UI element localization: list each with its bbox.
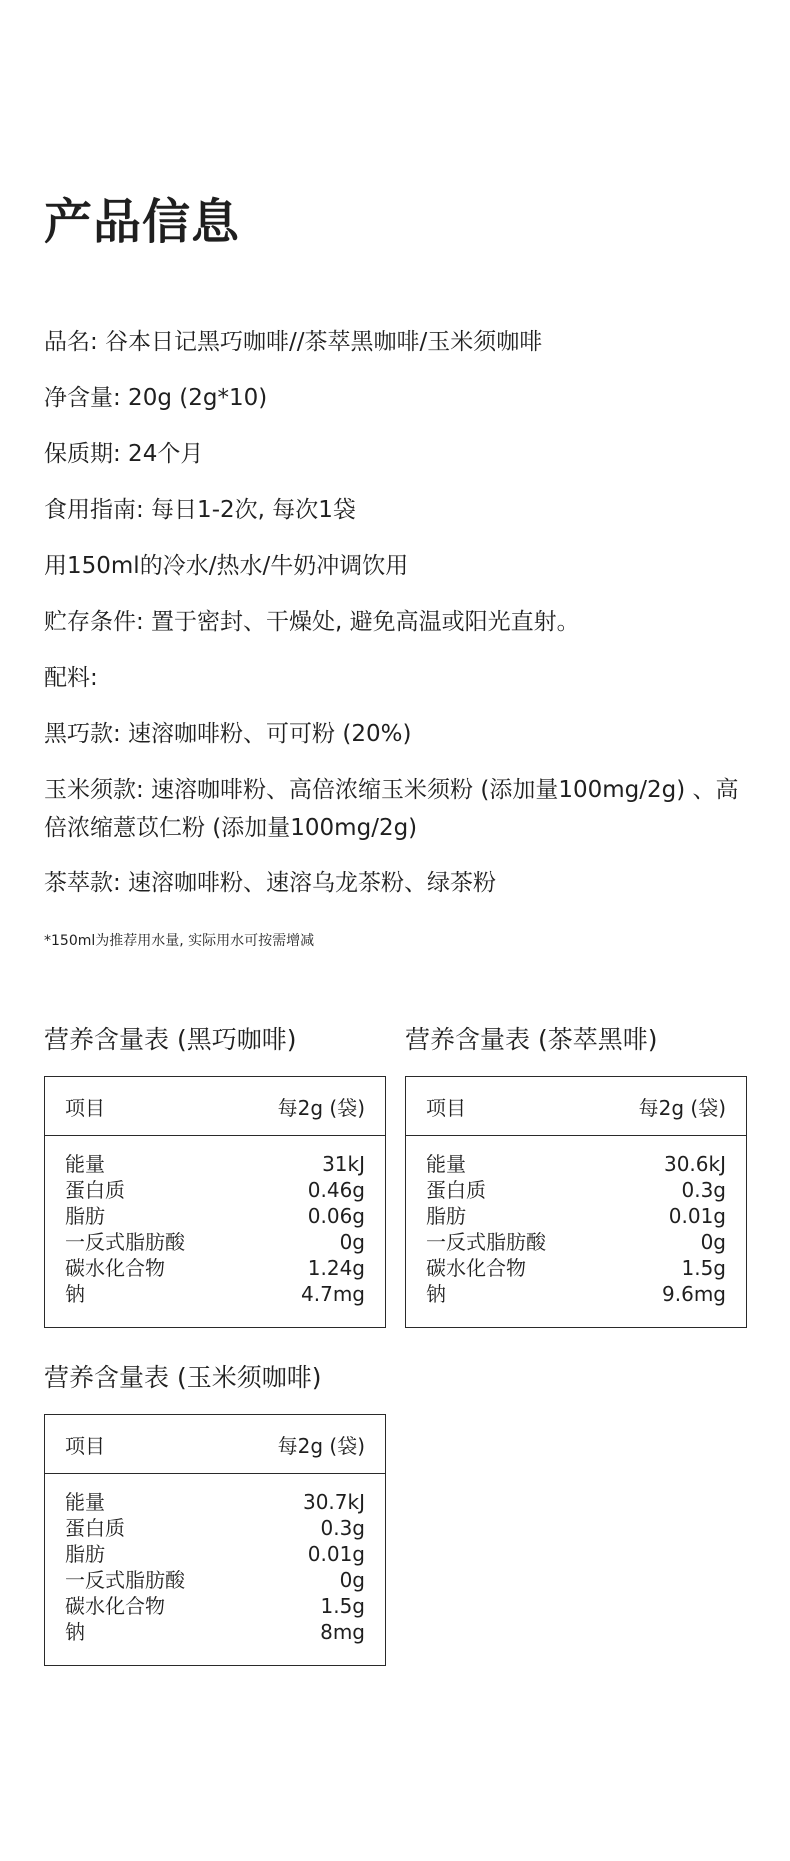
nutrient-value: 1.5g	[320, 1594, 365, 1618]
nutrient-name: 蛋白质	[65, 1178, 125, 1202]
nutrient-name: 蛋白质	[65, 1516, 125, 1540]
storage-conditions: 贮存条件: 置于密封、干燥处, 避免高温或阳光直射。	[44, 609, 580, 635]
header-item: 项目	[65, 1433, 105, 1458]
table-row	[65, 1151, 365, 1177]
table-row	[65, 1203, 365, 1229]
table-row	[65, 1489, 365, 1515]
nutrient-value: 0g	[339, 1568, 365, 1592]
tea-ingredients: 茶萃款: 速溶咖啡粉、速溶乌龙茶粉、绿茶粉	[44, 870, 497, 896]
brewing-instruction: 用150ml的冷水/热水/牛奶冲调饮用	[44, 553, 409, 579]
usage-guide: 食用指南: 每日1-2次, 每次1袋	[44, 497, 356, 523]
shelf-life: 保质期: 24个月	[44, 441, 204, 467]
nutrient-value: 0.01g	[307, 1542, 365, 1566]
table-body	[45, 1474, 385, 1645]
table-row	[426, 1151, 726, 1177]
water-note: *150ml为推荐用水量, 实际用水可按需增减	[44, 933, 315, 949]
nutrient-name: 一反式脂肪酸	[65, 1230, 185, 1254]
nutrition-table-corn-silk	[44, 1414, 386, 1666]
table-header	[45, 1077, 385, 1136]
nutrient-value: 30.6kJ	[663, 1152, 726, 1176]
nutrition-table-tea-extract	[405, 1076, 747, 1328]
nutrient-value: 4.7mg	[301, 1282, 365, 1306]
nutrient-name: 钠	[426, 1282, 446, 1306]
table-row	[65, 1255, 365, 1281]
nutrient-name: 脂肪	[426, 1204, 466, 1228]
table-body	[406, 1136, 746, 1307]
table-row	[426, 1281, 726, 1307]
corn-silk-ingredients: 玉米须款: 速溶咖啡粉、高倍浓缩玉米须粉 (添加量100mg/2g) 、高倍浓缩薏苡仁粉 (添加量100mg/2g)	[44, 777, 739, 841]
nutrient-value: 0.06g	[307, 1204, 365, 1228]
table-row	[65, 1229, 365, 1255]
nutrition-title-dark-chocolate: 营养含量表 (黑巧咖啡)	[44, 1025, 297, 1054]
nutrient-value: 0.3g	[320, 1516, 365, 1540]
table-body	[45, 1136, 385, 1307]
table-row	[65, 1177, 365, 1203]
nutrient-value: 0.01g	[668, 1204, 726, 1228]
table-row	[65, 1281, 365, 1307]
table-row	[426, 1229, 726, 1255]
product-name: 品名: 谷本日记黑巧咖啡//茶萃黑咖啡/玉米须咖啡	[44, 329, 543, 355]
table-header	[406, 1077, 746, 1136]
nutrient-value: 8mg	[320, 1620, 365, 1644]
table-row	[65, 1567, 365, 1593]
table-row	[65, 1541, 365, 1567]
nutrient-value: 0g	[700, 1230, 726, 1254]
table-row	[426, 1255, 726, 1281]
nutrient-name: 碳水化合物	[426, 1256, 526, 1280]
header-item: 项目	[426, 1095, 466, 1120]
header-item: 项目	[65, 1095, 105, 1120]
nutrient-value: 1.5g	[681, 1256, 726, 1280]
table-row	[426, 1203, 726, 1229]
nutrient-value: 9.6mg	[662, 1282, 726, 1306]
table-row	[65, 1593, 365, 1619]
nutrient-value: 0g	[339, 1230, 365, 1254]
nutrient-value: 31kJ	[322, 1152, 365, 1176]
nutrient-name: 一反式脂肪酸	[65, 1568, 185, 1592]
header-per-serving: 每2g (袋)	[277, 1433, 365, 1458]
ingredients-label: 配料:	[44, 665, 98, 691]
dark-chocolate-ingredients: 黑巧款: 速溶咖啡粉、可可粉 (20%)	[44, 721, 412, 747]
net-content: 净含量: 20g (2g*10)	[44, 385, 268, 411]
nutrient-name: 脂肪	[65, 1542, 105, 1566]
nutrient-name: 碳水化合物	[65, 1256, 165, 1280]
table-row	[65, 1619, 365, 1645]
header-per-serving: 每2g (袋)	[277, 1095, 365, 1120]
header-per-serving: 每2g (袋)	[638, 1095, 726, 1120]
nutrient-value: 1.24g	[307, 1256, 365, 1280]
page-title: 产品信息	[44, 194, 241, 250]
nutrient-name: 蛋白质	[426, 1178, 486, 1202]
nutrient-value: 0.46g	[307, 1178, 365, 1202]
nutrient-name: 能量	[65, 1152, 105, 1176]
nutrition-table-dark-chocolate	[44, 1076, 386, 1328]
table-row	[65, 1515, 365, 1541]
nutrient-name: 脂肪	[65, 1204, 105, 1228]
nutrient-name: 钠	[65, 1620, 85, 1644]
nutrient-value: 30.7kJ	[302, 1490, 365, 1514]
nutrition-title-tea-extract: 营养含量表 (茶萃黑啡)	[405, 1025, 658, 1054]
nutrient-name: 能量	[65, 1490, 105, 1514]
nutrient-name: 能量	[426, 1152, 466, 1176]
nutrition-title-corn-silk: 营养含量表 (玉米须咖啡)	[44, 1363, 322, 1392]
nutrient-name: 钠	[65, 1282, 85, 1306]
nutrient-value: 0.3g	[681, 1178, 726, 1202]
table-header	[45, 1415, 385, 1474]
table-row	[426, 1177, 726, 1203]
nutrient-name: 碳水化合物	[65, 1594, 165, 1618]
nutrient-name: 一反式脂肪酸	[426, 1230, 546, 1254]
